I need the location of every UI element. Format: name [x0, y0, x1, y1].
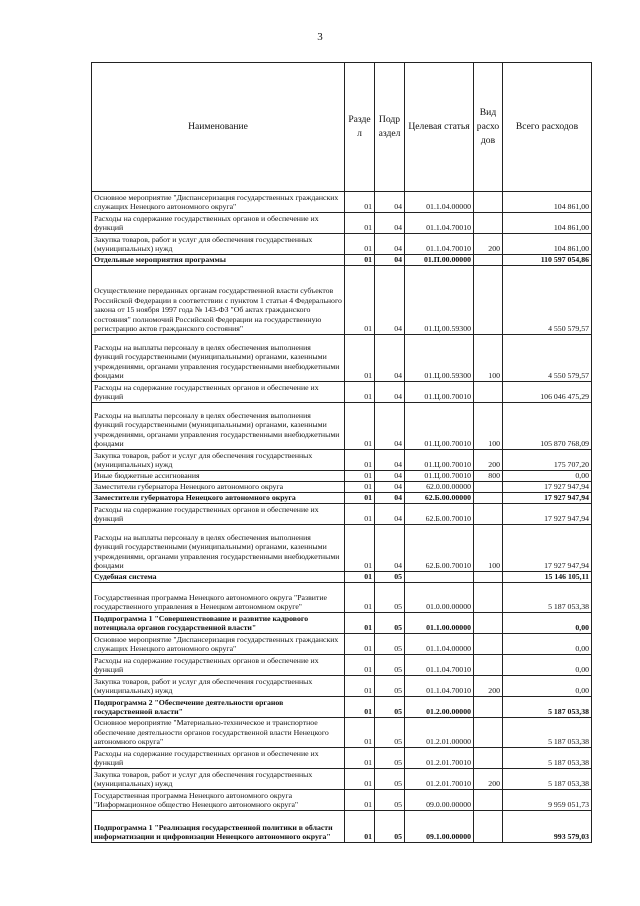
table-row: [92, 450, 592, 471]
cell-section: 01: [345, 718, 375, 748]
cell-expense-type: 200: [474, 676, 503, 697]
header-subsection: Подр аздел: [375, 63, 405, 192]
table-row: [92, 482, 592, 493]
table-row: [92, 769, 592, 790]
cell-expense-type: 800: [474, 471, 503, 482]
cell-total: 4 550 579,57: [503, 266, 592, 335]
cell-target-article: 01.2.01.70010: [405, 748, 474, 769]
header-target-article: Целевая статья: [405, 63, 474, 192]
cell-total: 175 707,20: [503, 450, 592, 471]
cell-target-article: 01.0.00.00000: [405, 583, 474, 613]
cell-section: 01: [345, 572, 375, 583]
cell-expense-type: [474, 748, 503, 769]
cell-expense-type: [474, 192, 503, 213]
table-header-row: [92, 63, 592, 192]
table-row: [92, 266, 592, 335]
cell-name: Закупка товаров, работ и услуг для обеспечения государственных (муниципальных) нужд: [92, 234, 345, 255]
cell-expense-type: [474, 613, 503, 634]
cell-name: Закупка товаров, работ и услуг для обеспечения государственных (муниципальных) нужд: [92, 676, 345, 697]
cell-section: 01: [345, 634, 375, 655]
table-row: [92, 676, 592, 697]
cell-subsection: 04: [375, 382, 405, 403]
cell-subsection: 04: [375, 213, 405, 234]
cell-name: Основное мероприятие "Материально-техническое и транспортное обеспечение деятельности органов государственной власти Ненецкого автономного округа": [92, 718, 345, 748]
cell-name: Основное мероприятие "Диспансеризация государственных гражданских служащих Ненецкого автономного округа": [92, 192, 345, 213]
cell-total: 9 959 051,73: [503, 790, 592, 811]
cell-subsection: 05: [375, 697, 405, 718]
cell-section: 01: [345, 613, 375, 634]
cell-total: 17 927 947,94: [503, 482, 592, 493]
table-row: [92, 613, 592, 634]
cell-total: 0,00: [503, 613, 592, 634]
cell-subsection: 05: [375, 769, 405, 790]
cell-target-article: 01.Ц.00.59300: [405, 335, 474, 382]
cell-section: 01: [345, 811, 375, 843]
cell-subsection: 04: [375, 493, 405, 504]
cell-target-article: 01.1.00.00000: [405, 613, 474, 634]
cell-name: Расходы на содержание государственных органов и обеспечение их функций: [92, 655, 345, 676]
header-section: Разде л: [345, 63, 375, 192]
cell-expense-type: 200: [474, 234, 503, 255]
cell-section: 01: [345, 748, 375, 769]
cell-name: Закупка товаров, работ и услуг для обеспечения государственных (муниципальных) нужд: [92, 450, 345, 471]
cell-expense-type: [474, 583, 503, 613]
cell-name: Иные бюджетные ассигнования: [92, 471, 345, 482]
cell-total: 104 861,00: [503, 234, 592, 255]
cell-section: 01: [345, 583, 375, 613]
cell-section: 01: [345, 697, 375, 718]
cell-subsection: 05: [375, 572, 405, 583]
cell-name: Основное мероприятие "Диспансеризация государственных гражданских служащих Ненецкого автономного округа": [92, 634, 345, 655]
cell-section: 01: [345, 403, 375, 450]
table-row: [92, 382, 592, 403]
cell-expense-type: 100: [474, 403, 503, 450]
table-row: [92, 718, 592, 748]
cell-subsection: 05: [375, 655, 405, 676]
cell-target-article: 01.2.01.00000: [405, 718, 474, 748]
cell-expense-type: 100: [474, 335, 503, 382]
table-row: [92, 192, 592, 213]
header-name: Наименование: [92, 63, 345, 192]
cell-target-article: 01.1.04.00000: [405, 192, 474, 213]
cell-section: 01: [345, 769, 375, 790]
table-row: [92, 790, 592, 811]
cell-expense-type: [474, 504, 503, 525]
cell-section: 01: [345, 266, 375, 335]
cell-name: Отдельные мероприятия программы: [92, 255, 345, 266]
cell-target-article: 01.1.04.70010: [405, 213, 474, 234]
cell-section: 01: [345, 471, 375, 482]
cell-total: 15 146 105,11: [503, 572, 592, 583]
cell-subsection: 04: [375, 234, 405, 255]
cell-total: 5 187 053,38: [503, 748, 592, 769]
cell-total: 5 187 053,38: [503, 718, 592, 748]
cell-target-article: 01.Ц.00.70010: [405, 403, 474, 450]
cell-target-article: 01.2.00.00000: [405, 697, 474, 718]
table-row: [92, 655, 592, 676]
cell-total: 0,00: [503, 676, 592, 697]
cell-section: 01: [345, 382, 375, 403]
table-row: [92, 748, 592, 769]
cell-target-article: 01.П.00.00000: [405, 255, 474, 266]
cell-name: Расходы на выплаты персоналу в целях обеспечения выполнения функций государственными (муниципальными) органами, казенными учреждениями, органами управления государственными внебюджетными фондами: [92, 335, 345, 382]
cell-total: 17 927 947,94: [503, 525, 592, 572]
cell-name: Заместители губернатора Ненецкого автономного округа: [92, 482, 345, 493]
table-row: [92, 572, 592, 583]
cell-expense-type: [474, 697, 503, 718]
cell-name: Расходы на содержание государственных органов и обеспечение их функций: [92, 504, 345, 525]
cell-section: 01: [345, 790, 375, 811]
cell-expense-type: [474, 493, 503, 504]
cell-target-article: 62.Б.00.00000: [405, 493, 474, 504]
cell-name: Заместители губернатора Ненецкого автономного округа: [92, 493, 345, 504]
cell-subsection: 05: [375, 748, 405, 769]
cell-name: Государственная программа Ненецкого автономного округа "Информационное общество Ненецкого автономного округа": [92, 790, 345, 811]
cell-subsection: 04: [375, 266, 405, 335]
cell-target-article: 01.Ц.00.70010: [405, 471, 474, 482]
cell-expense-type: [474, 255, 503, 266]
cell-subsection: 05: [375, 613, 405, 634]
cell-expense-type: [474, 655, 503, 676]
cell-subsection: 05: [375, 790, 405, 811]
cell-name: Судебная система: [92, 572, 345, 583]
cell-expense-type: [474, 790, 503, 811]
cell-target-article: 01.2.01.70010: [405, 769, 474, 790]
cell-section: 01: [345, 493, 375, 504]
table-row: [92, 583, 592, 613]
cell-name: Расходы на содержание государственных органов и обеспечение их функций: [92, 382, 345, 403]
cell-target-article: 01.1.04.70010: [405, 655, 474, 676]
cell-name: Осуществление переданных органам государственной власти субъектов Российской Федерации в соответствии с пунктом 1 статьи 4 Федерального закона от 15 ноября 1997 года № 143-ФЗ "Об актах гражданского состояния" полномочий Российской Федерации на государственную регистрацию актов гражданского состояния": [92, 266, 345, 335]
cell-subsection: 04: [375, 403, 405, 450]
page-number: 3: [317, 31, 323, 43]
header-expense-type: Вид расхо дов: [474, 63, 503, 192]
cell-section: 01: [345, 234, 375, 255]
cell-total: 105 870 768,09: [503, 403, 592, 450]
cell-total: 0,00: [503, 655, 592, 676]
table-row: [92, 403, 592, 450]
cell-target-article: 01.Ц.00.70010: [405, 450, 474, 471]
cell-name: Расходы на содержание государственных органов и обеспечение их функций: [92, 748, 345, 769]
cell-name: Расходы на содержание государственных органов и обеспечение их функций: [92, 213, 345, 234]
cell-name: Подпрограмма 1 "Совершенствование и развитие кадрового потенциала органов государственной власти": [92, 613, 345, 634]
cell-total: 104 861,00: [503, 213, 592, 234]
cell-expense-type: 100: [474, 525, 503, 572]
cell-expense-type: [474, 266, 503, 335]
cell-target-article: 62.Б.00.70010: [405, 504, 474, 525]
cell-section: 01: [345, 504, 375, 525]
cell-total: 106 046 475,29: [503, 382, 592, 403]
cell-section: 01: [345, 213, 375, 234]
cell-subsection: 05: [375, 634, 405, 655]
cell-total: 5 187 053,38: [503, 697, 592, 718]
cell-total: 5 187 053,38: [503, 583, 592, 613]
cell-subsection: 04: [375, 192, 405, 213]
cell-section: 01: [345, 676, 375, 697]
cell-expense-type: [474, 811, 503, 843]
cell-expense-type: [474, 572, 503, 583]
cell-subsection: 04: [375, 255, 405, 266]
cell-expense-type: 200: [474, 450, 503, 471]
table-row: [92, 811, 592, 843]
cell-section: 01: [345, 450, 375, 471]
cell-total: 5 187 053,38: [503, 769, 592, 790]
cell-total: 110 597 054,86: [503, 255, 592, 266]
cell-subsection: 04: [375, 525, 405, 572]
cell-expense-type: 200: [474, 769, 503, 790]
table-row: [92, 471, 592, 482]
table-row: [92, 213, 592, 234]
table-row: [92, 234, 592, 255]
cell-section: 01: [345, 192, 375, 213]
cell-target-article: 01.1.04.70010: [405, 676, 474, 697]
cell-name: Подпрограмма 1 "Реализация государственной политики в области информатизации и цифровизации Ненецкого автономного округа": [92, 811, 345, 843]
cell-expense-type: [474, 634, 503, 655]
cell-subsection: 05: [375, 676, 405, 697]
cell-subsection: 04: [375, 471, 405, 482]
cell-subsection: 04: [375, 504, 405, 525]
table-row: [92, 525, 592, 572]
cell-target-article: 01.Ц.00.59300: [405, 266, 474, 335]
cell-name: Государственная программа Ненецкого автономного округа "Развитие государственного управления в Ненецком автономном округе": [92, 583, 345, 613]
cell-name: Закупка товаров, работ и услуг для обеспечения государственных (муниципальных) нужд: [92, 769, 345, 790]
cell-subsection: 04: [375, 482, 405, 493]
cell-total: 0,00: [503, 471, 592, 482]
table-row: [92, 335, 592, 382]
cell-name: Расходы на выплаты персоналу в целях обеспечения выполнения функций государственными (муниципальными) органами, казенными учреждениями, органами управления государственными внебюджетными фондами: [92, 525, 345, 572]
table-row: [92, 493, 592, 504]
cell-target-article: 09.1.00.00000: [405, 811, 474, 843]
cell-expense-type: [474, 718, 503, 748]
header-total: Всего расходов: [503, 63, 592, 192]
table-row: [92, 634, 592, 655]
budget-table-body: [92, 192, 592, 843]
cell-expense-type: [474, 482, 503, 493]
cell-expense-type: [474, 382, 503, 403]
cell-total: 993 579,03: [503, 811, 592, 843]
cell-total: 104 861,00: [503, 192, 592, 213]
cell-total: 0,00: [503, 634, 592, 655]
cell-subsection: 05: [375, 583, 405, 613]
cell-total: 17 927 947,94: [503, 504, 592, 525]
cell-target-article: [405, 572, 474, 583]
cell-total: 4 550 579,57: [503, 335, 592, 382]
cell-subsection: 04: [375, 450, 405, 471]
cell-subsection: 05: [375, 811, 405, 843]
table-row: [92, 697, 592, 718]
cell-name: Расходы на выплаты персоналу в целях обеспечения выполнения функций государственными (муниципальными) органами, казенными учреждениями, органами управления государственными внебюджетными фондами: [92, 403, 345, 450]
cell-name: Подпрограмма 2 "Обеспечение деятельности органов государственной власти": [92, 697, 345, 718]
cell-total: 17 927 947,94: [503, 493, 592, 504]
cell-section: 01: [345, 335, 375, 382]
cell-target-article: 09.0.00.00000: [405, 790, 474, 811]
cell-section: 01: [345, 655, 375, 676]
cell-subsection: 05: [375, 718, 405, 748]
table-row: [92, 255, 592, 266]
cell-section: 01: [345, 525, 375, 572]
table-row: [92, 504, 592, 525]
cell-target-article: 01.1.04.70010: [405, 234, 474, 255]
cell-subsection: 04: [375, 335, 405, 382]
cell-target-article: 01.1.04.00000: [405, 634, 474, 655]
cell-target-article: 62.0.00.00000: [405, 482, 474, 493]
cell-target-article: 01.Ц.00.70010: [405, 382, 474, 403]
budget-table: [91, 62, 592, 843]
cell-section: 01: [345, 482, 375, 493]
cell-section: 01: [345, 255, 375, 266]
cell-target-article: 62.Б.00.70010: [405, 525, 474, 572]
cell-expense-type: [474, 213, 503, 234]
